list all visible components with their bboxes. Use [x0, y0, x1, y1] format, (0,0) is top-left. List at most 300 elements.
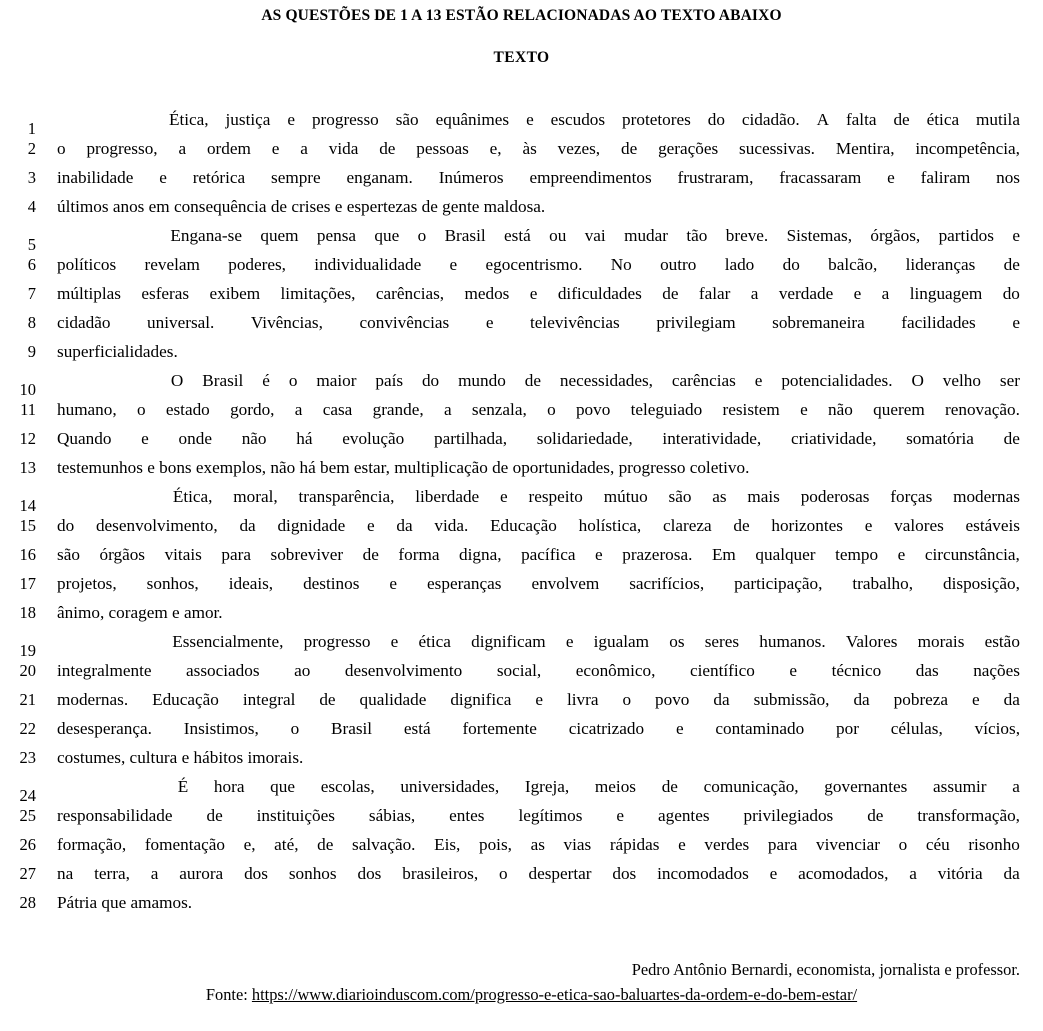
- word: fortemente: [462, 719, 537, 738]
- word: povo: [655, 690, 690, 709]
- word: ética: [418, 632, 451, 651]
- text-line-content: ânimo, coragem e amor.: [57, 603, 223, 622]
- word: equânimes: [435, 110, 510, 129]
- word: O: [911, 371, 924, 390]
- word: do: [57, 516, 75, 535]
- word: qualidade: [359, 690, 427, 709]
- word: Igreja,: [524, 777, 570, 796]
- word: dificuldades: [557, 284, 642, 303]
- word: dos: [244, 864, 268, 883]
- word: ideais,: [228, 574, 274, 593]
- word: vias: [563, 835, 592, 854]
- word: partilhada,: [434, 429, 508, 448]
- line-number: 28: [19, 893, 36, 912]
- word: o: [417, 226, 427, 245]
- text-line: [57, 424, 1020, 453]
- text-line-row: [0, 105, 1043, 138]
- text-line-row: [0, 598, 1043, 627]
- word: a: [1012, 777, 1020, 796]
- text-line: [57, 685, 1020, 714]
- word: e: [1012, 226, 1020, 245]
- word: das: [915, 661, 939, 680]
- word: grande,: [372, 400, 424, 419]
- word: mútuo: [603, 487, 648, 506]
- text-line-content: [57, 482, 1020, 511]
- word: nações: [973, 661, 1020, 680]
- line-number: 22: [19, 719, 36, 738]
- text-line: [57, 714, 1020, 743]
- word: verdade: [778, 284, 834, 303]
- line-number: 24: [19, 786, 36, 805]
- word: Brasil: [331, 719, 373, 738]
- word: o: [136, 400, 146, 419]
- word: forma: [398, 545, 440, 564]
- text-line-row: [0, 569, 1043, 598]
- word: sábias,: [368, 806, 416, 825]
- word: Valores: [845, 632, 898, 651]
- word: a: [150, 864, 159, 883]
- text-line-content: [57, 830, 1020, 859]
- word: de: [1003, 255, 1020, 274]
- word: mutila: [976, 110, 1020, 129]
- line-number: 14: [19, 496, 36, 515]
- word: a: [909, 864, 917, 883]
- line-number: 13: [19, 458, 36, 477]
- word: do: [421, 371, 440, 390]
- author-credit-text: Pedro Antônio Bernardi, economista, jornalista e professor.: [631, 960, 1020, 979]
- word: e: [789, 661, 798, 680]
- word: da: [396, 516, 413, 535]
- text-line-row: [0, 192, 1043, 221]
- word: de: [379, 139, 396, 158]
- word: respeito: [528, 487, 583, 506]
- text-line-row: [0, 743, 1043, 772]
- word: progresso: [311, 110, 379, 129]
- word: responsabilidade: [57, 806, 173, 825]
- word: e: [887, 168, 895, 187]
- word: linguagem: [909, 284, 983, 303]
- word: o: [622, 690, 632, 709]
- word: vivenciar: [816, 835, 880, 854]
- word: de: [661, 777, 678, 796]
- word: são: [668, 487, 692, 506]
- word: estado: [165, 400, 210, 419]
- text-line-content: testemunhos e bons exemplos, não há bem estar, multiplicação de oportunidades, progresso coletivo.: [57, 458, 750, 477]
- word: inabilidade: [57, 168, 134, 187]
- line-number: 15: [19, 516, 36, 535]
- word: A: [816, 110, 829, 129]
- word: para: [767, 835, 798, 854]
- word: sempre: [271, 168, 321, 187]
- word: estão: [984, 632, 1020, 651]
- word: que: [374, 226, 400, 245]
- word: É: [177, 777, 189, 796]
- word: privilegiados: [743, 806, 834, 825]
- word: céu: [925, 835, 950, 854]
- word: clareza: [662, 516, 712, 535]
- word: moral,: [233, 487, 278, 506]
- word: e: [526, 110, 534, 129]
- word: liberdade: [415, 487, 480, 506]
- text-line: [57, 772, 1020, 801]
- text-line: [57, 859, 1020, 888]
- word: incomodados: [657, 864, 749, 883]
- word: científico: [689, 661, 755, 680]
- word: casa: [322, 400, 353, 419]
- word: está: [504, 226, 531, 245]
- text-line-row: [0, 801, 1043, 830]
- word: desesperança.: [57, 719, 152, 738]
- word: ordem: [206, 139, 251, 158]
- word: de: [893, 110, 910, 129]
- word: egocentrismo.: [485, 255, 583, 274]
- word: modernas.: [57, 690, 129, 709]
- word: senzala,: [471, 400, 527, 419]
- word: escudos: [550, 110, 606, 129]
- author-credit: [0, 957, 1043, 982]
- word: e: [864, 516, 873, 535]
- word: risonho: [968, 835, 1020, 854]
- word: fomentação: [144, 835, 225, 854]
- word: às: [522, 139, 537, 158]
- text-line: [57, 192, 1020, 221]
- word: o: [288, 371, 298, 390]
- text-line-content: [57, 859, 1020, 888]
- word: e: [897, 545, 906, 564]
- word: na: [57, 864, 74, 883]
- word: da: [713, 690, 730, 709]
- word: da: [239, 516, 256, 535]
- word: universal.: [147, 313, 215, 332]
- word: governantes: [824, 777, 908, 796]
- text-line: [57, 511, 1020, 540]
- word: pacífica: [521, 545, 576, 564]
- text-line: [57, 250, 1020, 279]
- text-line-row: [0, 511, 1043, 540]
- text-line-content: [57, 511, 1020, 540]
- word: evolução: [342, 429, 405, 448]
- line-number: 19: [19, 641, 36, 660]
- text-line-content: [57, 105, 1020, 134]
- word: e: [678, 835, 686, 854]
- word: comunicação,: [703, 777, 799, 796]
- text-line-content: [57, 250, 1020, 279]
- text-line-content: [57, 424, 1020, 453]
- word: progresso,: [86, 139, 158, 158]
- word: vida.: [434, 516, 469, 535]
- word: esferas: [141, 284, 190, 303]
- word: solidariedade,: [536, 429, 633, 448]
- word: de: [662, 284, 679, 303]
- text-line-row: [0, 685, 1043, 714]
- word: e: [287, 110, 295, 129]
- text-line-row: [0, 772, 1043, 805]
- word: associados: [186, 661, 260, 680]
- word: cicatrizado: [568, 719, 645, 738]
- line-number: 1: [27, 119, 36, 138]
- word: a: [300, 139, 308, 158]
- text-line: [57, 308, 1020, 337]
- word: para: [221, 545, 251, 564]
- word: escolas,: [320, 777, 375, 796]
- text-line: [57, 105, 1020, 134]
- word: transformação,: [917, 806, 1020, 825]
- word: transparência,: [298, 487, 395, 506]
- line-number: 11: [20, 400, 36, 419]
- source-attribution: [0, 982, 1043, 1007]
- word: instituições: [256, 806, 335, 825]
- word: digna,: [459, 545, 502, 564]
- word: lideranças: [905, 255, 976, 274]
- word: há: [296, 429, 313, 448]
- line-number: 23: [19, 748, 36, 767]
- word: sobremaneira: [772, 313, 865, 332]
- line-number: 6: [27, 255, 36, 274]
- word: integral: [242, 690, 296, 709]
- word: do: [782, 255, 800, 274]
- text-line-content: últimos anos em consequência de crises e espertezas de gente maldosa.: [57, 197, 546, 216]
- word: balcão,: [828, 255, 878, 274]
- page-title: AS QUESTÕES DE 1 A 13 ESTÃO RELACIONADAS AO TEXTO ABAIXO: [261, 7, 782, 24]
- line-number: 3: [27, 168, 36, 187]
- line-number: 17: [19, 574, 36, 593]
- word: partidos: [938, 226, 994, 245]
- text-line-content: [57, 308, 1020, 337]
- word: o: [898, 835, 908, 854]
- word: e,: [489, 139, 502, 158]
- word: participação,: [734, 574, 823, 593]
- word: disposição,: [943, 574, 1020, 593]
- word: Eis,: [434, 835, 461, 854]
- text-line-content: Pátria que amamos.: [57, 893, 193, 912]
- word: está: [403, 719, 431, 738]
- word: os: [669, 632, 685, 651]
- line-number: 26: [19, 835, 36, 854]
- word: circunstância,: [924, 545, 1020, 564]
- word: tempo: [835, 545, 879, 564]
- word: legítimos: [518, 806, 583, 825]
- word: órgãos: [99, 545, 145, 564]
- word: meios: [594, 777, 636, 796]
- word: retórica: [192, 168, 246, 187]
- word: são: [57, 545, 80, 564]
- word: livra: [566, 690, 599, 709]
- word: falar: [698, 284, 731, 303]
- word: Ética,: [172, 487, 213, 506]
- word: cidadão: [57, 313, 111, 332]
- word: acomodados,: [798, 864, 889, 883]
- text-line-row: [0, 308, 1043, 337]
- word: e: [159, 168, 167, 187]
- word: hora: [213, 777, 245, 796]
- word: ética: [926, 110, 960, 129]
- text-line-row: [0, 250, 1043, 279]
- word: terra,: [94, 864, 130, 883]
- word: da: [1003, 864, 1020, 883]
- line-number: 12: [19, 429, 36, 448]
- word: submissão,: [753, 690, 830, 709]
- text-line: [57, 134, 1020, 163]
- word: poderes,: [228, 255, 286, 274]
- word: da: [853, 690, 870, 709]
- word: facilidades: [901, 313, 976, 332]
- word: potencialidades.: [781, 371, 893, 390]
- text-line-content: [57, 685, 1020, 714]
- word: carências: [671, 371, 736, 390]
- word: interatividade,: [662, 429, 762, 448]
- text-line: [57, 569, 1020, 598]
- word: e: [390, 632, 399, 651]
- text-line: [57, 279, 1020, 308]
- word: de: [733, 516, 750, 535]
- word: querem: [873, 400, 925, 419]
- text-line: [57, 743, 1020, 772]
- word: vícios,: [974, 719, 1020, 738]
- word: convivências: [359, 313, 450, 332]
- word: quem: [260, 226, 299, 245]
- word: incompetência,: [915, 139, 1020, 158]
- text-line-row: [0, 714, 1043, 743]
- text-line-row: [0, 540, 1043, 569]
- word: assumir: [933, 777, 987, 796]
- word: O: [170, 371, 184, 390]
- text-line-content: [57, 366, 1020, 395]
- word: e: [675, 719, 684, 738]
- word: progresso: [303, 632, 371, 651]
- word: e: [485, 313, 494, 332]
- word: trabalho,: [852, 574, 914, 593]
- line-number: 5: [27, 235, 36, 254]
- word: somatória: [906, 429, 974, 448]
- word: do: [707, 110, 725, 129]
- text-line: [57, 221, 1020, 250]
- word: tão: [686, 226, 708, 245]
- word: exibem: [209, 284, 261, 303]
- word: e: [565, 632, 574, 651]
- word: sonhos,: [146, 574, 199, 593]
- word: modernas: [953, 487, 1020, 506]
- word: prazerosa.: [622, 545, 693, 564]
- text-line-row: [0, 453, 1043, 482]
- word: enganam.: [346, 168, 413, 187]
- word: despertar: [528, 864, 592, 883]
- word: técnico: [831, 661, 882, 680]
- text-line-row: [0, 656, 1043, 685]
- word: dos: [357, 864, 382, 883]
- text-line-content: [57, 279, 1020, 308]
- text-line-content: superficialidades.: [57, 342, 178, 361]
- word: humanos.: [759, 632, 826, 651]
- word: humano,: [57, 400, 117, 419]
- word: seres: [704, 632, 740, 651]
- line-number: 20: [19, 661, 36, 680]
- word: formação,: [57, 835, 127, 854]
- word: a: [881, 284, 890, 303]
- text-line-row: [0, 395, 1043, 424]
- word: e: [529, 284, 538, 303]
- word: maior: [316, 371, 357, 390]
- word: individualidade: [314, 255, 422, 274]
- word: vida: [328, 139, 359, 158]
- word: ou: [549, 226, 567, 245]
- word: integralmente: [57, 661, 152, 680]
- word: Brasil: [444, 226, 486, 245]
- text-line-row: [0, 337, 1043, 366]
- word: contaminado: [715, 719, 805, 738]
- word: e: [800, 400, 808, 419]
- word: ao: [294, 661, 311, 680]
- text-line: [57, 598, 1020, 627]
- text-line: [57, 830, 1020, 859]
- word: esperanças: [427, 574, 502, 593]
- source-url-link[interactable]: https://www.diarioinduscom.com/progresso-e-etica-sao-baluartes-da-ordem-e-do-bem-estar/: [251, 985, 858, 1004]
- word: não: [828, 400, 853, 419]
- word: valores: [894, 516, 944, 535]
- text-line-row: [0, 366, 1043, 399]
- word: desenvolvimento: [344, 661, 463, 680]
- word: e: [853, 284, 862, 303]
- word: as: [530, 835, 545, 854]
- word: é: [262, 371, 270, 390]
- word: e: [1012, 313, 1020, 332]
- text-line-content: [57, 134, 1020, 163]
- word: mundo: [458, 371, 506, 390]
- word: e: [754, 371, 763, 390]
- word: Em: [711, 545, 736, 564]
- word: políticos: [57, 255, 117, 274]
- word: faliram: [920, 168, 971, 187]
- line-number: 4: [27, 197, 36, 216]
- word: Vivências,: [250, 313, 323, 332]
- text-line: [57, 395, 1020, 424]
- word: órgãos,: [870, 226, 921, 245]
- word: sobreviver: [270, 545, 344, 564]
- word: criatividade,: [790, 429, 877, 448]
- word: onde: [178, 429, 212, 448]
- word: medos: [464, 284, 510, 303]
- word: de: [867, 806, 884, 825]
- word: mais: [747, 487, 780, 506]
- word: protetores: [622, 110, 691, 129]
- word: do: [1002, 284, 1020, 303]
- text-line-content: [57, 395, 1020, 424]
- text-line-content: costumes, cultura e hábitos imorais.: [57, 748, 304, 767]
- text-line-row: [0, 859, 1043, 888]
- line-number: 2: [27, 139, 36, 158]
- word: país: [375, 371, 404, 390]
- word: cidadão.: [741, 110, 800, 129]
- word: vezes,: [557, 139, 601, 158]
- word: qualquer: [755, 545, 816, 564]
- word: renovação.: [945, 400, 1020, 419]
- text-line: [57, 801, 1020, 830]
- word: vitória: [937, 864, 983, 883]
- word: morais: [917, 632, 965, 651]
- text-line: [57, 627, 1020, 656]
- text-line-row: [0, 279, 1043, 308]
- word: de: [319, 690, 336, 709]
- word: sonhos: [288, 864, 337, 883]
- numbered-text-body: [0, 105, 1043, 917]
- word: o: [499, 864, 508, 883]
- word: privilegiam: [656, 313, 736, 332]
- word: e: [535, 690, 544, 709]
- text-line: [57, 163, 1020, 192]
- word: poderosas: [800, 487, 870, 506]
- word: células,: [890, 719, 943, 738]
- source-label: Fonte:: [205, 985, 252, 1004]
- word: forças: [890, 487, 933, 506]
